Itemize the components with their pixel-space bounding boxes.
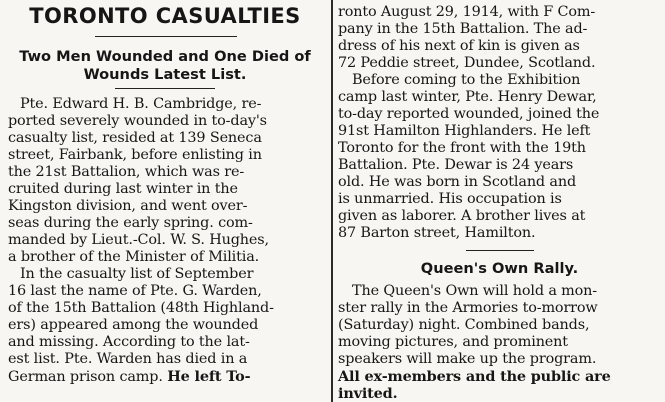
body-line: a brother of the Minister of Militia.	[8, 249, 260, 265]
body-line: invited.	[338, 385, 398, 402]
body-line: dress of his next of kin is given as	[338, 38, 580, 54]
article-subheadline-line-2: Wounds Latest List.	[83, 66, 247, 83]
subheadline-rule	[115, 88, 215, 89]
body-line: the 21st Battalion, which was re-	[8, 164, 245, 180]
column-rule	[331, 0, 333, 402]
body-line: pany in the 15th Battalion. The ad-	[338, 21, 588, 37]
body-line: casualty list, resided at 139 Seneca	[8, 130, 262, 146]
body-line: ers) appeared among the wounded	[8, 317, 259, 333]
body-line: to-day reported wounded, joined the	[338, 106, 600, 122]
body-line: ronto August 29, 1914, with F Com-	[338, 4, 596, 20]
body-line: given as laborer. A brother lives at	[338, 208, 586, 224]
body-line: manded by Lieut.-Col. W. S. Hughes,	[8, 232, 269, 248]
body-line: 72 Peddie street, Dundee, Scotland.	[338, 55, 596, 71]
body-line	[8, 368, 250, 386]
article-headline-queens-own: Queen's Own Rally.	[420, 260, 579, 277]
body-line: camp last winter, Pte. Henry Dewar,	[338, 89, 597, 105]
headline-rule	[95, 36, 237, 37]
body-line: moving pictures, and prominent	[338, 334, 568, 350]
body-line: old. He was born in Scotland and	[338, 174, 577, 190]
body-line: (Saturday) night. Combined bands,	[338, 317, 590, 333]
body-line: is unmarried. His occupation is	[338, 191, 562, 207]
body-line: In the casualty list of September	[20, 266, 254, 282]
body-line: 87 Barton street, Hamilton.	[338, 225, 536, 241]
body-line: est list. Pte. Warden has died in a	[8, 351, 248, 367]
body-line: ported severely wounded in to-day's	[8, 113, 267, 129]
body-line: 91st Hamilton Highlanders. He left	[338, 123, 591, 139]
body-line: All ex-members and the public are	[338, 368, 611, 385]
article-subheadline-line-1: Two Men Wounded and One Died of	[19, 48, 311, 65]
article-headline: TORONTO CASUALTIES	[29, 4, 301, 28]
body-line: Kingston division, and went over-	[8, 198, 248, 214]
body-line: seas during the early spring. com-	[8, 215, 253, 231]
body-phrase-bold: He left To-	[167, 368, 251, 385]
body-line: cruited during last winter in the	[8, 181, 238, 197]
body-line: Pte. Edward H. B. Cambridge, re-	[20, 96, 262, 112]
section-rule	[466, 250, 534, 251]
body-line: and missing. According to the lat-	[8, 334, 250, 350]
body-phrase: German prison camp.	[8, 369, 163, 385]
body-line: ster rally in the Armories to-morrow	[338, 300, 598, 316]
body-line: Toronto for the front with the 19th	[338, 140, 586, 156]
body-line: of the 15th Battalion (48th Highland-	[8, 300, 274, 316]
body-line: speakers will make up the program.	[338, 351, 597, 367]
body-line: 16 last the name of Pte. G. Warden,	[8, 283, 262, 299]
body-line: street, Fairbank, before enlisting in	[8, 147, 262, 163]
body-line: Battalion. Pte. Dewar is 24 years	[338, 157, 574, 173]
body-line: The Queen's Own will hold a mon-	[352, 283, 598, 299]
body-line: Before coming to the Exhibition	[352, 72, 581, 88]
